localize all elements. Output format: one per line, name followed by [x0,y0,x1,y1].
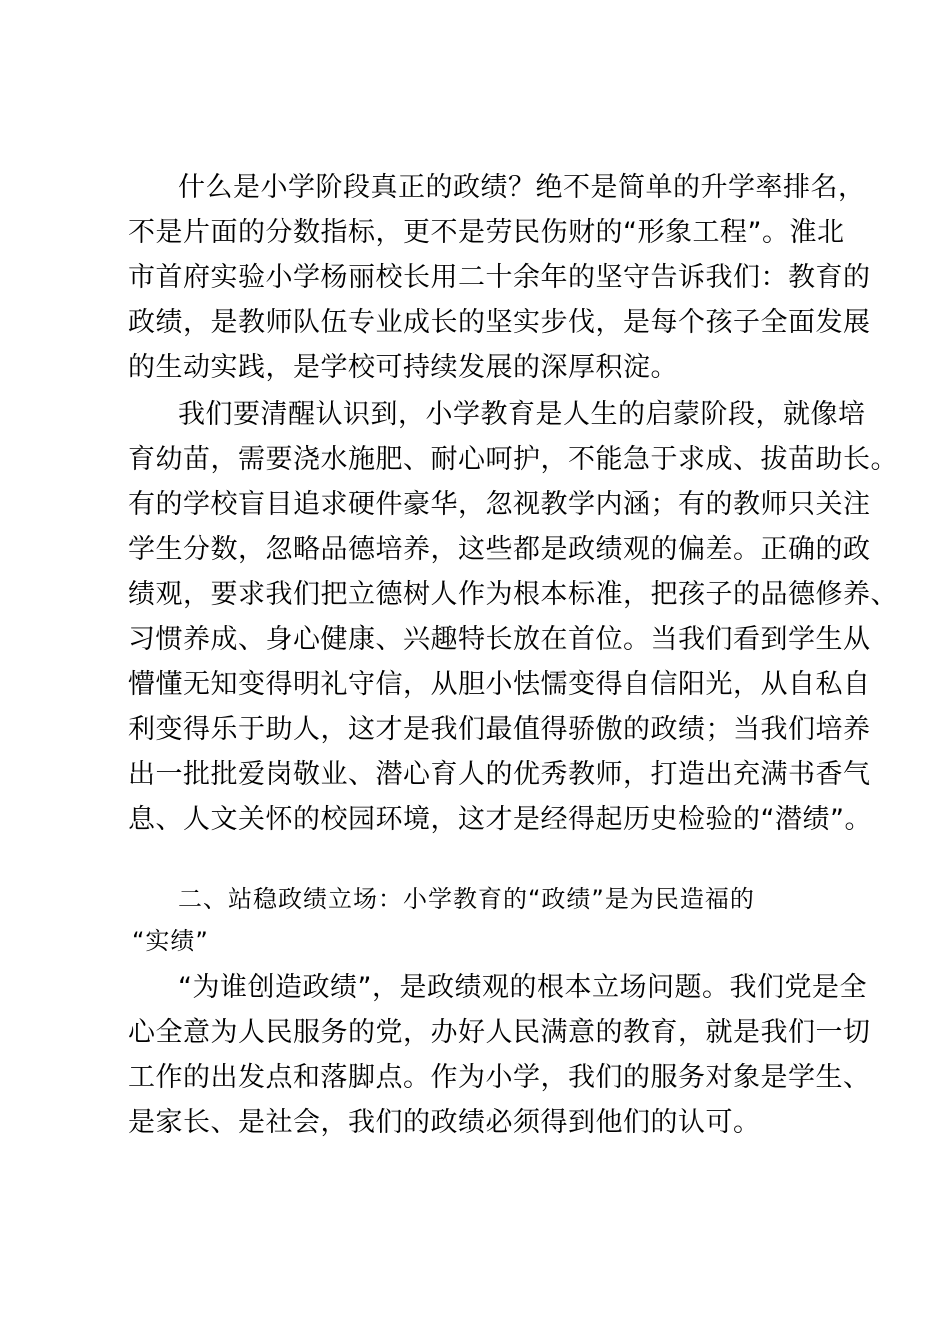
section-heading-line: 二、站稳政绩立场：小学教育的“政绩”是为民造福的 [178,885,755,913]
paragraph-1-line: 市首府实验小学杨丽校长用二十余年的坚守告诉我们：教育的 [128,262,871,293]
paragraph-2-line: 育幼苗，需要浇水施肥、耐心呵护，不能急于求成、拔苗助长。 [128,444,898,475]
paragraph-2-line: 出一批批爱岗敬业、潜心育人的优秀教师，打造出充满书香气 [128,759,871,790]
paragraph-2-line: 有的学校盲目追求硬件豪华，忽视教学内涵；有的教师只关注 [128,489,871,520]
paragraph-2-line: 利变得乐于助人，这才是我们最值得骄傲的政绩；当我们培养 [128,714,871,745]
section-heading-line: “实绩” [132,927,209,955]
paragraph-3-line: “为谁创造政绩”，是政绩观的根本立场问题。我们党是全 [178,972,867,1003]
paragraph-2-line: 懵懂无知变得明礼守信，从胆小怯懦变得自信阳光，从自私自 [128,669,871,700]
paragraph-1-line: 什么是小学阶段真正的政绩？绝不是简单的升学率排名， [178,172,866,203]
paragraph-1-line: 政绩，是教师队伍专业成长的坚实步伐，是每个孩子全面发展 [128,307,871,338]
paragraph-2-line: 息、人文关怀的校园环境，这才是经得起历史检验的“潜绩”。 [128,804,872,835]
paragraph-2-line: 学生分数，忽略品德培养，这些都是政绩观的偏差。正确的政 [128,534,871,565]
paragraph-2-line: 绩观，要求我们把立德树人作为根本标准，把孩子的品德修养、 [128,579,898,610]
paragraph-1-line: 不是片面的分数指标，更不是劳民伤财的“形象工程”。淮北 [128,217,845,248]
paragraph-2-line: 我们要清醒认识到，小学教育是人生的启蒙阶段，就像培 [178,399,866,430]
paragraph-3-line: 工作的出发点和落脚点。作为小学，我们的服务对象是学生、 [128,1062,871,1093]
paragraph-1-line: 的生动实践，是学校可持续发展的深厚积淀。 [128,352,678,383]
paragraph-3-line: 心全意为人民服务的党，办好人民满意的教育，就是我们一切 [128,1017,871,1048]
paragraph-3-line: 是家长、是社会，我们的政绩必须得到他们的认可。 [128,1107,761,1138]
paragraph-2-line: 习惯养成、身心健康、兴趣特长放在首位。当我们看到学生从 [128,624,871,655]
